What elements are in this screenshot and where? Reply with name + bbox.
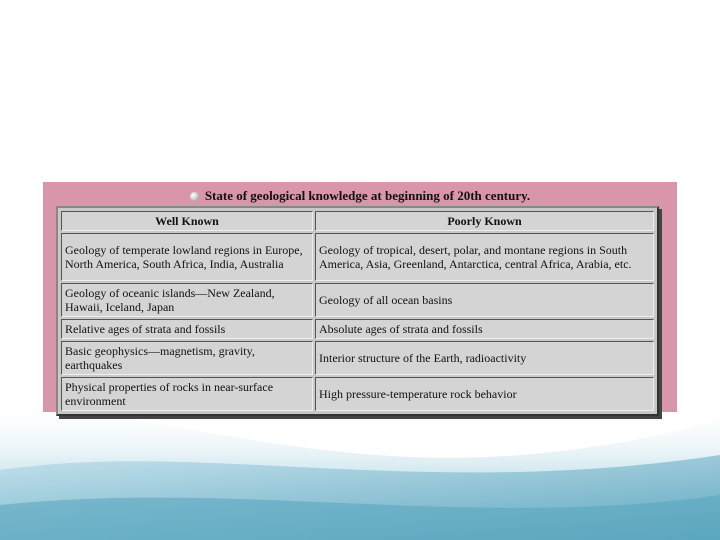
well-known-cell: Geology of oceanic islands—New Zealand, Hawaii, Iceland, Japan bbox=[61, 283, 313, 317]
table-header-row bbox=[61, 211, 654, 231]
table-caption bbox=[43, 188, 677, 204]
bullet-icon bbox=[190, 192, 199, 201]
table-row bbox=[61, 377, 654, 411]
table-row bbox=[61, 233, 654, 281]
well-known-cell: Physical properties of rocks in near-surface environment bbox=[61, 377, 313, 411]
table-panel bbox=[43, 182, 677, 412]
table-row bbox=[61, 283, 654, 317]
poorly-known-cell: High pressure-temperature rock behavior bbox=[315, 377, 654, 411]
table-row bbox=[61, 319, 654, 339]
well-known-cell: Relative ages of strata and fossils bbox=[61, 319, 313, 339]
poorly-known-cell: Interior structure of the Earth, radioactivity bbox=[315, 341, 654, 375]
column-header-well-known: Well Known bbox=[61, 211, 313, 231]
column-header-poorly-known: Poorly Known bbox=[315, 211, 654, 231]
poorly-known-cell: Geology of tropical, desert, polar, and montane regions in South America, Asia, Greenland, Antarctica, central Africa, Arabia, etc. bbox=[315, 233, 654, 281]
well-known-cell: Geology of temperate lowland regions in Europe, North America, South Africa, India, Australia bbox=[61, 233, 313, 281]
knowledge-table bbox=[56, 206, 659, 416]
poorly-known-cell: Absolute ages of strata and fossils bbox=[315, 319, 654, 339]
well-known-cell: Basic geophysics—magnetism, gravity, earthquakes bbox=[61, 341, 313, 375]
poorly-known-cell: Geology of all ocean basins bbox=[315, 283, 654, 317]
table-row bbox=[61, 341, 654, 375]
caption-text: State of geological knowledge at beginning of 20th century. bbox=[204, 188, 531, 203]
